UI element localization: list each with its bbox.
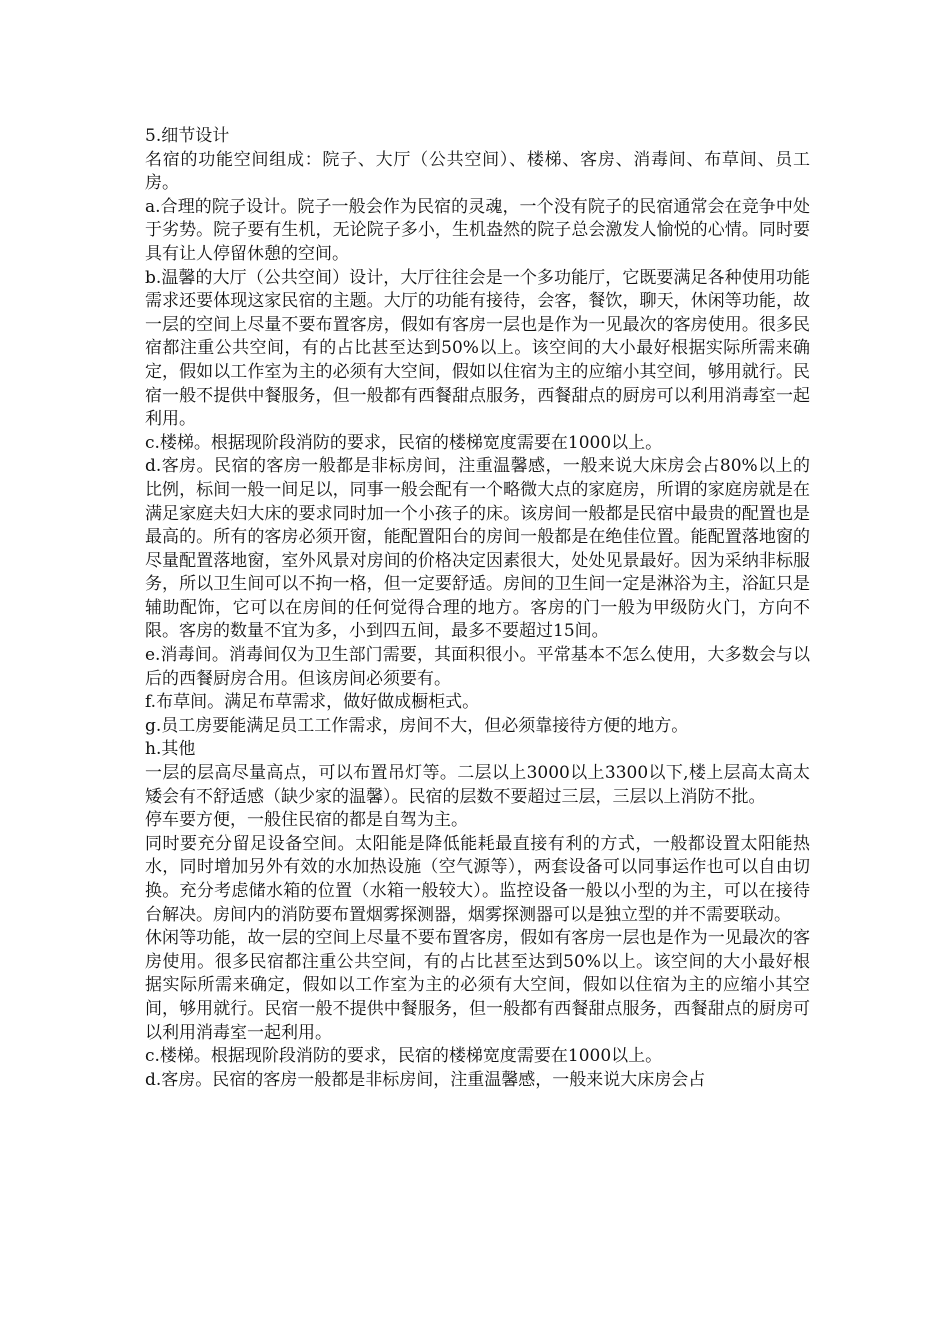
section-heading: 5.细节设计 bbox=[145, 126, 230, 146]
paragraph-leisure-functions: 休闲等功能，故一层的空间上尽量不要布置客房，假如有客房一层也是作为一见最次的客房使用。很多民宿都注重公共空间，有的占比甚至达到50%以上。该空间的大小最好根据实际所需来确定，假如以工作室为主的必须有大空间，假如以住宿为主的应缩小其空间，够用就行。民宿一般不提供中餐服务，但一般都有西餐甜点服务，西餐甜点的厨房可以利用消毒室一起利用。 bbox=[145, 928, 810, 1043]
paragraph-guest-rooms-repeat: d.客房。民宿的客房一般都是非标房间，注重温馨感，一般来说大床房会占 bbox=[145, 1069, 706, 1090]
paragraph-lobby: b.温馨的大厅（公共空间）设计，大厅往往会是一个多功能厅，它既要满足各种使用功能需求还要体现这家民宿的主题。大厅的功能有接待，会客，餐饮，聊天，休闲等功能，故一层的空间上尽量不要布置客房，假如有客房一层也是作为一见最次的客房使用。很多民宿都注重公共空间，有的占比甚至达到50%以上。该空间的大小最好根据实际所需来确定，假如以工作室为主的必须有大空间，假如以住宿为主的应缩小其空间，够用就行。民宿一般不提供中餐服务，但一般都有西餐甜点服务，西餐甜点的厨房可以利用消毒室一起利用。 bbox=[145, 267, 810, 430]
paragraph-other-heading: h.其他 bbox=[145, 739, 196, 760]
paragraph-floor-height: 一层的层高尽量高点，可以布置吊灯等。二层以上3000以上3300以下,楼上层高太高太矮会有不舒适感（缺少家的温馨）。民宿的层数不要超过三层，三层以上消防不批。 bbox=[145, 763, 810, 807]
paragraph-linen-room: f.布草间。满足布草需求，做好做成橱柜式。 bbox=[145, 692, 480, 713]
paragraph-space-composition: 名宿的功能空间组成：院子、大厅（公共空间）、楼梯、客房、消毒间、布草间、员工房。 bbox=[145, 149, 810, 194]
paragraph-courtyard: a.合理的院子设计。院子一般会作为民宿的灵魂，一个没有院子的民宿通常会在竞争中处于劣势。院子要有生机，无论院子多小，生机盎然的院子总会激发人愉悦的心情。同时要具有让人停留休憩的空间。 bbox=[145, 196, 810, 264]
paragraph-equipment-space: 同时要充分留足设备空间。太阳能是降低能耗最直接有利的方式，一般都设置太阳能热水，同时增加另外有效的水加热设施（空气源等），两套设备可以同事运作也可以自由切换。充分考虑储水箱的位置（水箱一般较大）。监控设备一般以小型的为主，可以在接待台解决。房间内的消防要布置烟雾探测器，烟雾探测器可以是独立型的并不需要联动。 bbox=[145, 833, 810, 925]
paragraph-guest-rooms: d.客房。民宿的客房一般都是非标房间，注重温馨感，一般来说大床房会占80%以上的比例，标间一般一间足以，同事一般会配有一个略微大点的家庭房，所谓的家庭房就是在满足家庭夫妇大床的要求同时加一个小孩子的床。该房间一般都是民宿中最贵的配置也是最高的。所有的客房必须开窗，能配置阳台的房间一般都是在绝佳位置。能配置落地窗的尽量配置落地窗，室外风景对房间的价格决定因素很大，处处见景最好。因为采纳非标服务，所以卫生间可以不拘一格，但一定要舒适。房间的卫生间一定是淋浴为主，浴缸只是辅助配饰，它可以在房间的任何觉得合理的地方。客房的门一般为甲级防火门，方向不限。客房的数量不宜为多，小到四五间，最多不要超过15间。 bbox=[145, 456, 810, 642]
paragraph-stairs: c.楼梯。根据现阶段消防的要求，民宿的楼梯宽度需要在1000以上。 bbox=[145, 432, 663, 453]
paragraph-disinfection-room: e.消毒间。消毒间仅为卫生部门需要，其面积很小。平常基本不怎么使用，大多数会与以后的西餐厨房合用。但该房间必须要有。 bbox=[145, 645, 810, 689]
paragraph-staff-room: g.员工房要能满足员工工作需求，房间不大，但必须靠接待方便的地方。 bbox=[145, 715, 689, 736]
paragraph-parking: 停车要方便，一般住民宿的都是自驾为主。 bbox=[145, 810, 468, 831]
paragraph-stairs-repeat: c.楼梯。根据现阶段消防的要求，民宿的楼梯宽度需要在1000以上。 bbox=[145, 1046, 663, 1067]
document-body bbox=[145, 125, 810, 1092]
